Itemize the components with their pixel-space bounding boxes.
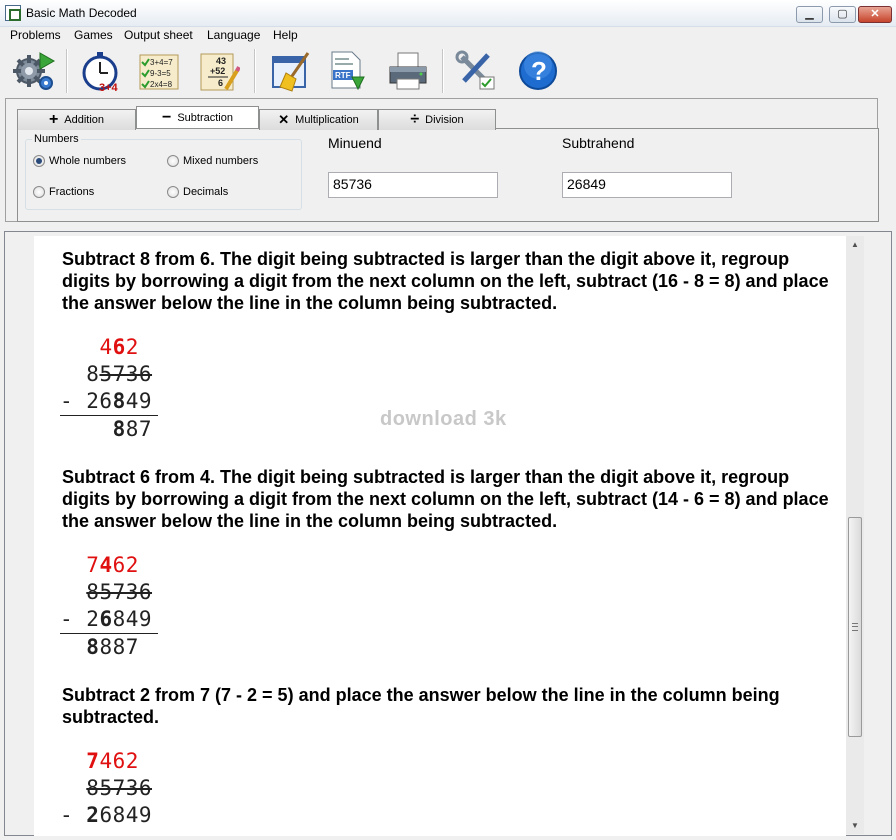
solution-view	[34, 236, 846, 836]
result-row: 887	[112, 417, 153, 441]
timer-icon	[80, 49, 124, 93]
help-button[interactable]	[514, 48, 562, 94]
calculation-block	[60, 552, 158, 661]
minus-icon: −	[162, 108, 172, 126]
subtrahend-label: Subtrahend	[562, 135, 635, 151]
result-row: 8887	[86, 635, 139, 659]
divide-icon: ÷	[410, 111, 420, 128]
minuend-input[interactable]: 85736	[328, 172, 498, 198]
scroll-down-icon[interactable]: ▼	[851, 821, 859, 830]
app-icon	[5, 5, 21, 21]
calculation-block	[60, 748, 152, 829]
svg-text:43: 43	[216, 56, 227, 66]
minimize-button[interactable]: ▁	[796, 6, 823, 23]
export-rtf-button[interactable]	[322, 48, 370, 94]
tab-multiplication[interactable]	[259, 109, 378, 130]
tab-label: Subtraction	[177, 111, 233, 124]
step-text: Subtract 8 from 6. The digit being subtracted is larger than the digit above it, regroup digits by borrowing a digit from the next column on the left, subtract (16 - 8 = 8) and place the answer below the line in the column being subtracted.	[62, 249, 829, 313]
vertical-scrollbar[interactable]	[846, 236, 864, 834]
tab-division[interactable]	[378, 109, 496, 130]
help-icon	[516, 49, 560, 93]
radio-checked-icon	[33, 155, 45, 167]
minuend-label: Minuend	[328, 135, 382, 151]
svg-text:3+4: 3+4	[99, 82, 118, 93]
radio-unchecked-icon	[167, 155, 179, 167]
tab-label: Addition	[64, 114, 105, 126]
plus-icon: +	[48, 111, 59, 128]
toolbar-separator	[254, 49, 256, 93]
svg-text:3+4=7: 3+4=7	[150, 58, 173, 67]
subtrahend-row: - 26849	[60, 803, 153, 827]
svg-text:6: 6	[218, 78, 224, 88]
times-icon: ✕	[278, 112, 290, 127]
radio-decimals[interactable]	[167, 186, 228, 198]
close-button[interactable]: ✕	[858, 6, 892, 23]
window-title: Basic Math Decoded	[26, 6, 137, 20]
settings-play-icon	[12, 49, 56, 93]
borrow-row: 462	[99, 335, 139, 359]
print-button[interactable]	[384, 48, 432, 94]
menu-problems[interactable]: Problems	[10, 28, 61, 42]
tab-subtraction[interactable]	[136, 106, 259, 128]
scroll-up-icon[interactable]: ▲	[851, 240, 859, 249]
menu-bar	[0, 27, 896, 45]
worksheet-icon	[136, 49, 180, 93]
borrow-row: 7462	[86, 553, 139, 577]
svg-text:+52: +52	[210, 66, 226, 76]
toolbar-separator	[442, 49, 444, 93]
toolbar-separator	[66, 49, 68, 93]
tab-addition[interactable]	[17, 109, 136, 130]
subtrahend-input[interactable]: 26849	[562, 172, 732, 198]
borrow-row: 7462	[86, 749, 139, 773]
radio-label: Whole numbers	[49, 155, 127, 167]
title-bar	[0, 0, 896, 27]
timer-button[interactable]	[78, 48, 126, 94]
minuend-row: 85736	[86, 362, 153, 386]
maximize-button[interactable]: ▢	[829, 6, 856, 23]
answer-sheet-icon	[196, 49, 240, 93]
clear-button[interactable]	[266, 48, 314, 94]
tools-icon	[454, 49, 498, 93]
worksheet-button[interactable]	[134, 48, 182, 94]
menu-language[interactable]: Language	[207, 28, 261, 42]
radio-whole-numbers[interactable]	[33, 155, 126, 167]
menu-output-sheet[interactable]: Output sheet	[124, 28, 193, 42]
calculation-block	[60, 334, 158, 443]
export-rtf-icon	[324, 49, 368, 93]
tab-label: Multiplication	[295, 114, 359, 126]
numbers-group-label: Numbers	[34, 133, 79, 145]
subtrahend-row: - 26849	[60, 389, 153, 413]
radio-unchecked-icon	[167, 186, 179, 198]
settings-play-button[interactable]	[10, 48, 58, 94]
svg-text:9-3=5: 9-3=5	[150, 69, 171, 78]
printer-icon	[386, 49, 430, 93]
tools-button[interactable]	[452, 48, 500, 94]
radio-label: Decimals	[183, 186, 229, 198]
minuend-row: 85736	[86, 580, 153, 604]
svg-text:?: ?	[531, 56, 547, 86]
svg-text:RTF: RTF	[335, 71, 351, 80]
step-text: Subtract 2 from 7 (7 - 2 = 5) and place the answer below the line in the column being subtracted.	[62, 685, 780, 727]
svg-text:2x4=8: 2x4=8	[150, 80, 173, 89]
clear-icon	[268, 49, 312, 93]
tab-label: Division	[425, 114, 464, 126]
grip-icon	[852, 623, 858, 631]
menu-games[interactable]: Games	[74, 28, 113, 42]
step-text: Subtract 6 from 4. The digit being subtracted is larger than the digit above it, regroup digits by borrowing a digit from the next column on the left, subtract (14 - 6 = 8) and place the answer below the line in the column being subtracted.	[62, 467, 829, 531]
minuend-row: 85736	[86, 776, 153, 800]
radio-fractions[interactable]	[33, 186, 94, 198]
answer-sheet-button[interactable]	[194, 48, 242, 94]
scrollbar-thumb[interactable]	[848, 517, 862, 737]
menu-help[interactable]: Help	[273, 28, 298, 42]
watermark: download 3k	[380, 408, 507, 430]
subtrahend-row: - 26849	[60, 607, 153, 631]
radio-label: Fractions	[49, 186, 95, 198]
radio-mixed-numbers[interactable]	[167, 155, 258, 167]
radio-label: Mixed numbers	[183, 155, 259, 167]
radio-unchecked-icon	[33, 186, 45, 198]
toolbar	[0, 45, 896, 97]
numbers-group	[25, 139, 302, 210]
